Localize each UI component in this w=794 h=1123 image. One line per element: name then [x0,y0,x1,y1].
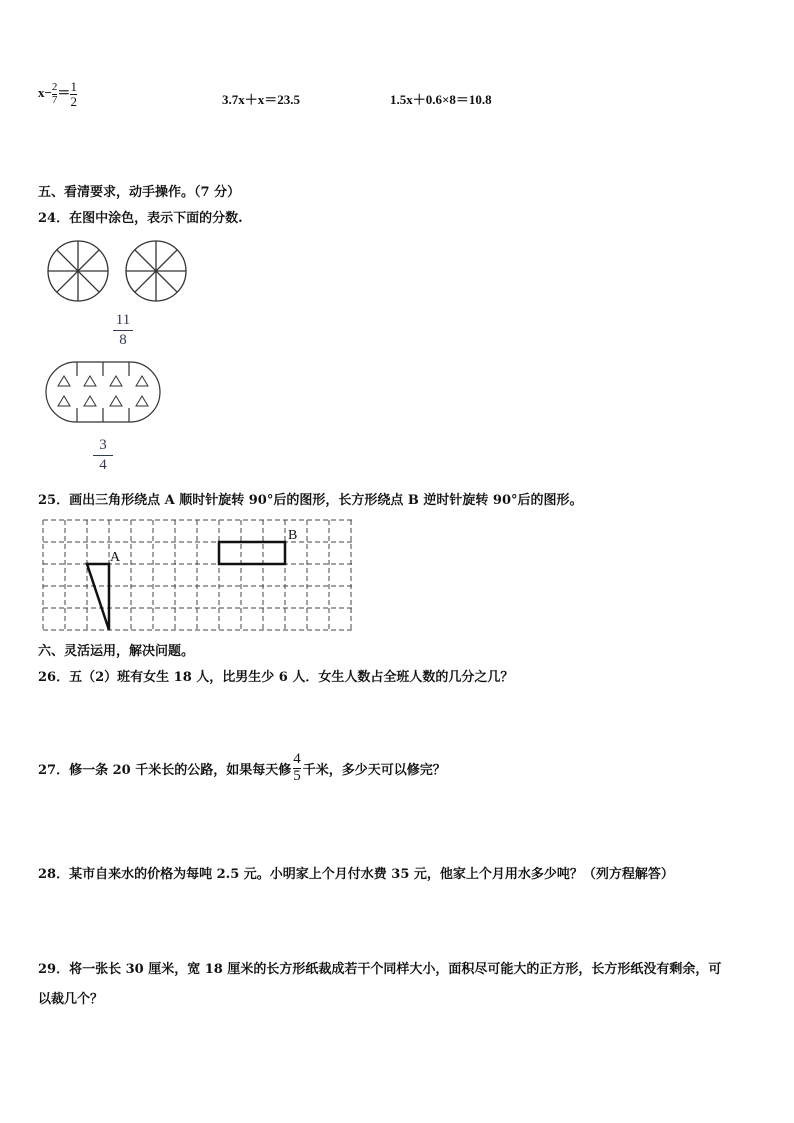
q26-text: 26．五（2）班有女生 18 人，比男生少 6 人．女生人数占全班人数的几分之几？ [38,670,514,685]
denominator: 7 [51,93,58,106]
equation-1 [38,80,77,108]
q29-text-line-1: 29．将一张长 30 厘米，宽 18 厘米的长方形纸裁成若干个同样大小，面积尽可能大的正方形，长方形纸没有剩余，可 [38,962,722,977]
section-6-heading: 六、灵活运用，解决问题。 [38,644,195,659]
numerator: 3 [99,437,107,453]
numerator: 2 [51,81,58,94]
circle-1-eighths [48,241,108,301]
q24-fraction-11-8 [113,312,133,348]
q25-text: 25．画出三角形绕点 A 顺时针旋转 90°后的图形，长方形绕点 B 逆时针旋转 90°后的图形。 [38,493,583,508]
denominator: 2 [70,93,77,109]
q24-rounded-triangles-figure [44,360,164,426]
fraction-4-5 [293,752,301,785]
rectangle-shape [219,542,285,564]
point-b-label: B [288,528,298,543]
equation-2: 3.7x＋x＝23.5 [222,92,301,107]
q24-circles-figure [40,238,205,308]
numerator: 11 [115,312,131,328]
point-a-label: A [110,550,121,565]
section-5-heading: 五、看清要求，动手操作。（7 分） [38,185,241,200]
equals-sign: ＝ [57,85,71,101]
numerator: 4 [293,751,301,767]
q29-text-line-2: 以裁几个？ [38,992,104,1007]
q27-text [38,752,446,785]
q24-fraction-3-4 [93,437,113,473]
triangle-shape [87,564,109,630]
numerator: 1 [70,79,77,94]
q25-grid-figure [42,519,354,631]
triangle-icons [58,376,148,406]
equation-3: 1.5x＋0.6×8＝10.8 [390,92,492,107]
circle-2-eighths [126,241,186,301]
q28-text: 28．某市自来水的价格为每吨 2.5 元。小明家上个月付水费 35 元，他家上个月用水多少吨？（列方程解答） [38,867,674,882]
denominator: 5 [293,767,301,784]
denominator: 4 [99,456,107,473]
q27-text-before: 27．修一条 20 千米长的公路，如果每天修 [38,762,292,778]
q24-text: 24．在图中涂色，表示下面的分数. [38,211,243,226]
denominator: 8 [119,331,127,348]
fraction-1-2 [70,80,77,108]
equation-1-prefix: x− [38,85,52,101]
q27-text-after: 千米，多少天可以修完？ [302,762,446,778]
